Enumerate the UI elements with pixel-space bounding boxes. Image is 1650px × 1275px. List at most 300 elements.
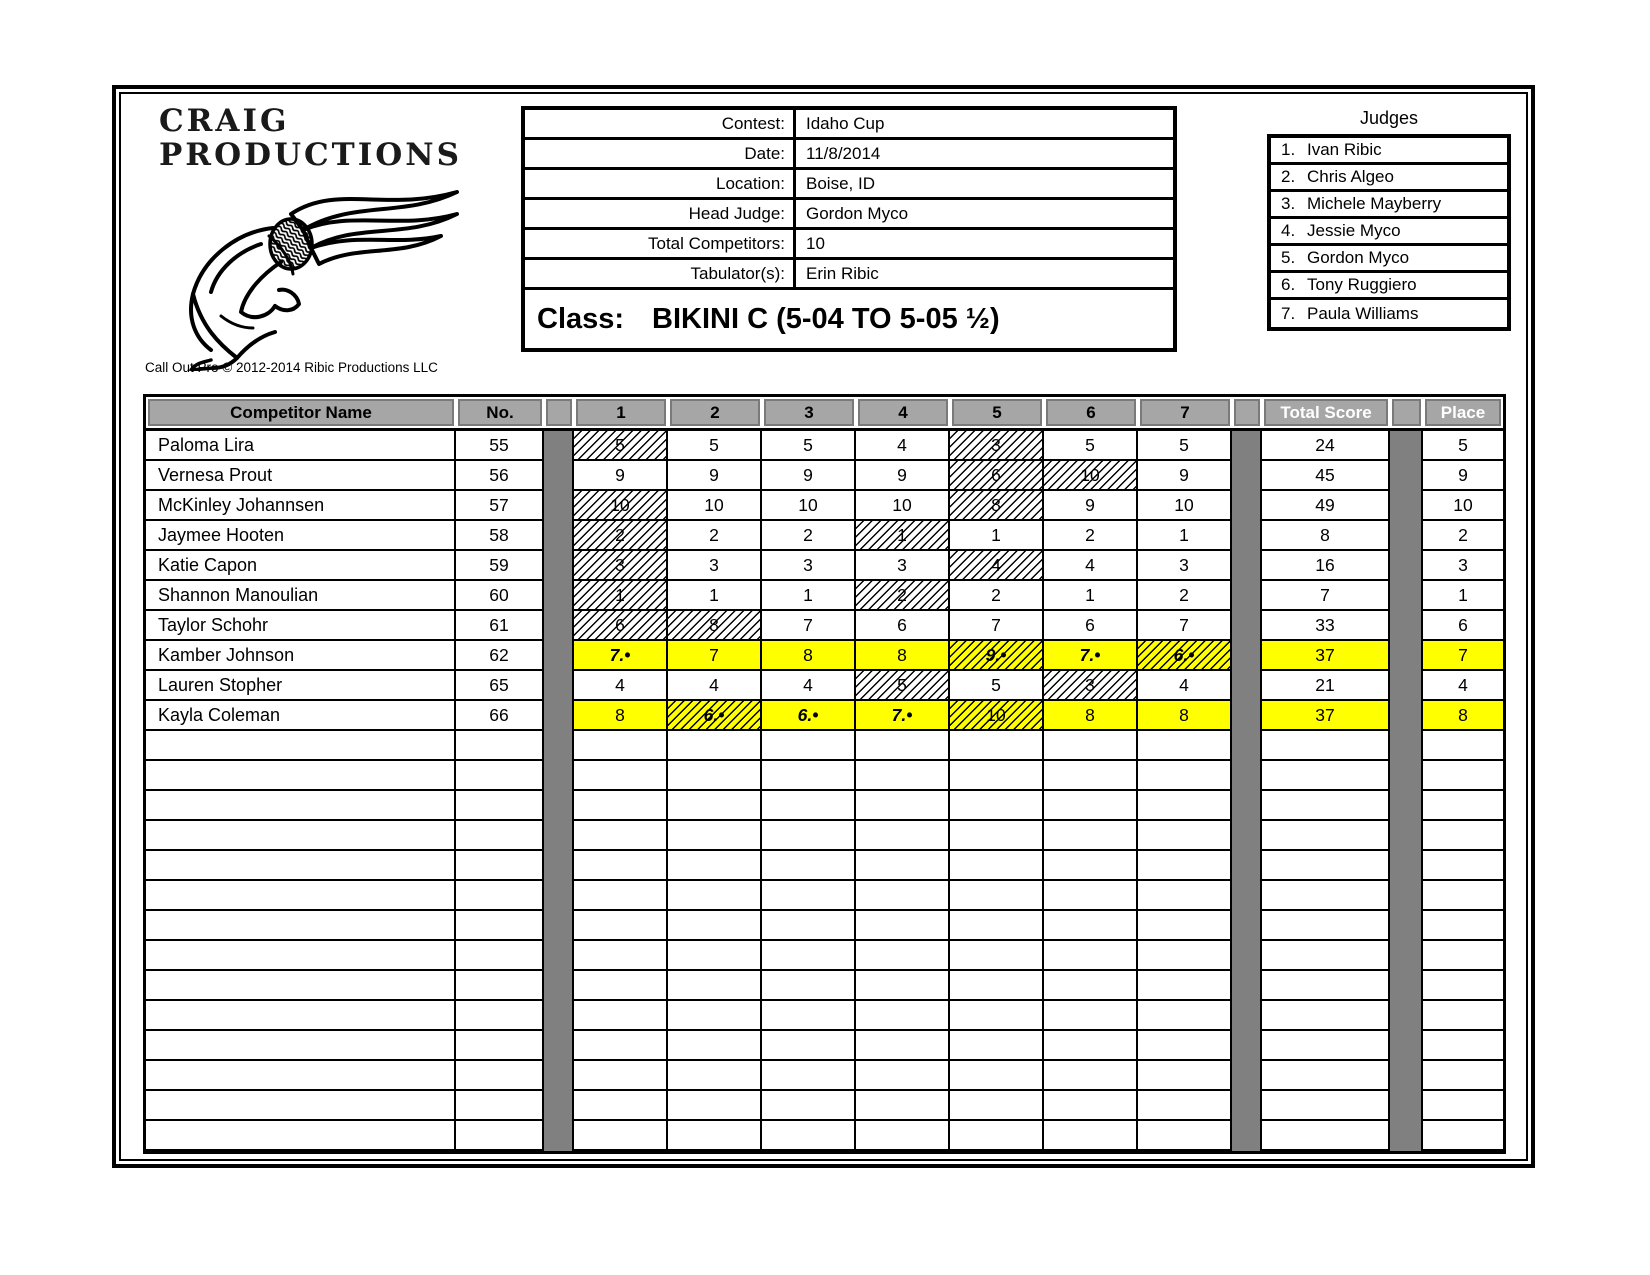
separator-bar-2 xyxy=(1232,431,1262,461)
score-cell-judge-1: 8 xyxy=(574,701,668,731)
score-cell-judge-5: 3 xyxy=(950,431,1044,461)
competitor-name-cell-empty xyxy=(146,791,456,821)
separator-bar-2 xyxy=(1232,791,1262,821)
judges-list xyxy=(1267,134,1511,331)
score-cell-empty xyxy=(762,971,856,1001)
place-cell: 1 xyxy=(1423,581,1503,611)
place-cell-empty xyxy=(1423,1001,1503,1031)
total-competitors-label: Total Competitors: xyxy=(648,233,785,253)
place-cell-empty xyxy=(1423,761,1503,791)
judge-name: Tony Ruggiero xyxy=(1307,275,1417,294)
score-table xyxy=(143,394,1506,1154)
separator-bar-2 xyxy=(1232,641,1262,671)
separator-bar-1 xyxy=(544,731,574,761)
separator-bar-2 xyxy=(1232,581,1262,611)
score-cell-judge-4: 9 xyxy=(856,461,950,491)
header-judge-3: 3 xyxy=(764,399,854,426)
info-row-tabulator xyxy=(525,260,1173,290)
competitor-no-cell: 65 xyxy=(456,671,544,701)
score-cell-empty xyxy=(856,761,950,791)
score-cell-empty xyxy=(668,881,762,911)
score-cell-empty xyxy=(856,1091,950,1121)
separator-bar-2 xyxy=(1232,611,1262,641)
score-cell-empty xyxy=(1138,911,1232,941)
copyright-text: Call Out Pro © 2012-2014 Ribic Productions LLC xyxy=(145,360,438,375)
score-cell-empty xyxy=(1138,851,1232,881)
separator-bar-2 xyxy=(1232,1121,1262,1151)
score-cell-empty xyxy=(1044,911,1138,941)
contest-info-box xyxy=(521,106,1177,352)
competitor-no-cell-empty xyxy=(456,791,544,821)
date-label: Date: xyxy=(744,143,785,163)
competitor-name-cell: Lauren Stopher xyxy=(146,671,456,701)
separator-bar-1 xyxy=(544,1031,574,1061)
separator-bar-3 xyxy=(1390,491,1423,521)
score-cell-empty xyxy=(668,1001,762,1031)
score-cell-empty xyxy=(856,881,950,911)
score-cell-judge-6: 4 xyxy=(1044,551,1138,581)
place-cell-empty xyxy=(1423,851,1503,881)
judge-row xyxy=(1271,192,1507,219)
score-cell-judge-5: 2 xyxy=(950,581,1044,611)
score-cell-judge-1: 3 xyxy=(574,551,668,581)
score-cell-judge-3: 8 xyxy=(762,641,856,671)
score-cell-judge-1: 5 xyxy=(574,431,668,461)
score-cell-judge-7: 9 xyxy=(1138,461,1232,491)
score-cell-judge-4: 4 xyxy=(856,431,950,461)
logo-line2: PRODUCTIONS xyxy=(159,137,462,174)
competitor-no-cell-empty xyxy=(456,731,544,761)
contest-label: Contest: xyxy=(721,113,785,133)
score-cell-judge-2: 10 xyxy=(668,491,762,521)
separator-bar-3 xyxy=(1390,851,1423,881)
place-cell: 4 xyxy=(1423,671,1503,701)
score-cell-empty xyxy=(762,761,856,791)
score-cell-judge-7: 3 xyxy=(1138,551,1232,581)
separator-bar-3 xyxy=(1390,911,1423,941)
competitor-no-cell: 57 xyxy=(456,491,544,521)
logo-line1: CRAIG xyxy=(159,103,290,139)
competitor-name-cell-empty xyxy=(146,1091,456,1121)
score-cell-empty xyxy=(1138,1001,1232,1031)
score-cell-empty xyxy=(1138,1121,1232,1151)
place-cell-empty xyxy=(1423,1091,1503,1121)
separator-bar-3 xyxy=(1390,881,1423,911)
score-cell-judge-7: 5 xyxy=(1138,431,1232,461)
total-score-cell: 24 xyxy=(1262,431,1390,461)
score-table-header xyxy=(146,397,1503,431)
tabulator-label: Tabulator(s): xyxy=(690,263,785,283)
competitor-no-cell: 59 xyxy=(456,551,544,581)
score-cell-empty xyxy=(856,791,950,821)
competitor-name-cell-empty xyxy=(146,731,456,761)
separator-bar-1 xyxy=(544,431,574,461)
score-cell-empty xyxy=(668,731,762,761)
score-cell-judge-7: 1 xyxy=(1138,521,1232,551)
score-cell-empty xyxy=(856,1061,950,1091)
separator-bar-2 xyxy=(1232,1001,1262,1031)
total-score-cell-empty xyxy=(1262,941,1390,971)
separator-bar-1 xyxy=(544,851,574,881)
score-cell-empty xyxy=(1044,1031,1138,1061)
competitor-name-cell: Paloma Lira xyxy=(146,431,456,461)
score-cell-empty xyxy=(574,1061,668,1091)
score-cell-judge-5: 4 xyxy=(950,551,1044,581)
competitor-no-cell-empty xyxy=(456,1031,544,1061)
place-cell: 10 xyxy=(1423,491,1503,521)
score-cell-judge-6: 8 xyxy=(1044,701,1138,731)
score-cell-judge-1: 7.• xyxy=(574,641,668,671)
score-cell-judge-1: 10 xyxy=(574,491,668,521)
score-cell-judge-3: 7 xyxy=(762,611,856,641)
judge-row xyxy=(1271,138,1507,165)
place-cell: 6 xyxy=(1423,611,1503,641)
separator-bar-3 xyxy=(1390,641,1423,671)
separator-bar-3 xyxy=(1390,821,1423,851)
separator-bar-2 xyxy=(1232,851,1262,881)
score-cell-empty xyxy=(574,881,668,911)
score-cell-judge-3: 2 xyxy=(762,521,856,551)
competitor-no-cell-empty xyxy=(456,971,544,1001)
score-cell-empty xyxy=(668,851,762,881)
total-score-cell: 16 xyxy=(1262,551,1390,581)
competitor-no-cell-empty xyxy=(456,761,544,791)
score-cell-empty xyxy=(856,1031,950,1061)
competitor-no-cell-empty xyxy=(456,851,544,881)
competitor-no-cell: 62 xyxy=(456,641,544,671)
competitor-name-cell: McKinley Johannsen xyxy=(146,491,456,521)
score-cell-judge-2: 5 xyxy=(668,431,762,461)
score-cell-judge-4: 2 xyxy=(856,581,950,611)
score-cell-empty xyxy=(1044,1091,1138,1121)
info-row-location xyxy=(525,170,1173,200)
score-cell-judge-2: 6.• xyxy=(668,701,762,731)
competitor-name-cell-empty xyxy=(146,881,456,911)
score-cell-empty xyxy=(762,731,856,761)
place-cell-empty xyxy=(1423,911,1503,941)
tabulator-value: Erin Ribic xyxy=(793,260,1173,287)
score-cell-empty xyxy=(762,851,856,881)
score-cell-judge-7: 7 xyxy=(1138,611,1232,641)
total-score-cell-empty xyxy=(1262,821,1390,851)
separator-bar-1 xyxy=(544,551,574,581)
score-cell-empty xyxy=(668,761,762,791)
page-frame xyxy=(112,85,1535,1168)
judge-row xyxy=(1271,219,1507,246)
score-cell-empty xyxy=(574,1091,668,1121)
score-cell-judge-5: 1 xyxy=(950,521,1044,551)
info-row-total-competitors xyxy=(525,230,1173,260)
separator-bar-3 xyxy=(1390,791,1423,821)
separator-bar-3 xyxy=(1390,941,1423,971)
head-judge-label: Head Judge: xyxy=(688,203,785,223)
score-cell-empty xyxy=(574,731,668,761)
competitor-name-cell-empty xyxy=(146,821,456,851)
location-value: Boise, ID xyxy=(793,170,1173,197)
score-cell-empty xyxy=(950,911,1044,941)
score-cell-empty xyxy=(668,971,762,1001)
score-cell-judge-3: 10 xyxy=(762,491,856,521)
score-cell-empty xyxy=(762,1091,856,1121)
separator-bar-2 xyxy=(1232,551,1262,581)
score-cell-judge-6: 2 xyxy=(1044,521,1138,551)
score-cell-empty xyxy=(574,791,668,821)
separator-bar-3 xyxy=(1390,581,1423,611)
separator-bar-3 xyxy=(1390,671,1423,701)
separator-bar-1 xyxy=(544,1001,574,1031)
separator-bar-3 xyxy=(1390,611,1423,641)
separator-bar-1 xyxy=(544,881,574,911)
score-cell-empty xyxy=(856,851,950,881)
separator-bar-2 xyxy=(1232,521,1262,551)
judge-number: 3. xyxy=(1281,194,1296,213)
bodybuilder-logo-art xyxy=(141,166,489,376)
separator-bar-2 xyxy=(1232,671,1262,701)
total-score-cell-empty xyxy=(1262,971,1390,1001)
separator-bar-1 xyxy=(544,1061,574,1091)
separator-bar-1 xyxy=(544,671,574,701)
score-cell-judge-4: 10 xyxy=(856,491,950,521)
score-cell-judge-6: 5 xyxy=(1044,431,1138,461)
score-cell-judge-3: 3 xyxy=(762,551,856,581)
score-cell-empty xyxy=(1044,761,1138,791)
date-value: 11/8/2014 xyxy=(793,140,1173,167)
judge-row xyxy=(1271,165,1507,192)
competitor-no-cell-empty xyxy=(456,911,544,941)
separator-bar-1 xyxy=(544,1121,574,1151)
score-cell-judge-4: 5 xyxy=(856,671,950,701)
place-cell-empty xyxy=(1423,731,1503,761)
score-cell-empty xyxy=(1138,1091,1232,1121)
score-cell-empty xyxy=(762,1121,856,1151)
total-score-cell-empty xyxy=(1262,851,1390,881)
separator-bar-3 xyxy=(1390,1091,1423,1121)
place-cell-empty xyxy=(1423,821,1503,851)
separator-bar-1 xyxy=(544,701,574,731)
total-score-cell: 37 xyxy=(1262,701,1390,731)
score-cell-judge-1: 6 xyxy=(574,611,668,641)
score-cell-empty xyxy=(1044,1061,1138,1091)
competitor-name-cell-empty xyxy=(146,941,456,971)
competitor-no-cell: 58 xyxy=(456,521,544,551)
score-cell-judge-4: 3 xyxy=(856,551,950,581)
score-cell-empty xyxy=(950,821,1044,851)
judge-name: Chris Algeo xyxy=(1307,167,1394,186)
separator-bar-2 xyxy=(1232,761,1262,791)
total-score-cell-empty xyxy=(1262,791,1390,821)
competitor-name-cell: Shannon Manoulian xyxy=(146,581,456,611)
judge-number: 4. xyxy=(1281,221,1296,240)
score-cell-empty xyxy=(1044,731,1138,761)
score-cell-judge-1: 9 xyxy=(574,461,668,491)
place-cell-empty xyxy=(1423,791,1503,821)
score-cell-empty xyxy=(1044,1001,1138,1031)
score-cell-empty xyxy=(950,941,1044,971)
competitor-no-cell: 61 xyxy=(456,611,544,641)
judges-title: Judges xyxy=(1359,108,1419,128)
separator-bar-2 xyxy=(1232,971,1262,1001)
score-cell-judge-3: 9 xyxy=(762,461,856,491)
score-table-body xyxy=(146,431,1503,1151)
score-cell-empty xyxy=(1138,971,1232,1001)
place-cell: 5 xyxy=(1423,431,1503,461)
score-cell-empty xyxy=(1044,971,1138,1001)
total-score-cell: 49 xyxy=(1262,491,1390,521)
score-cell-empty xyxy=(1044,881,1138,911)
judge-number: 6. xyxy=(1281,275,1296,294)
place-cell: 8 xyxy=(1423,701,1503,731)
competitor-no-cell-empty xyxy=(456,881,544,911)
competitor-name-cell-empty xyxy=(146,761,456,791)
score-cell-judge-5: 6 xyxy=(950,461,1044,491)
total-score-cell-empty xyxy=(1262,1061,1390,1091)
score-cell-judge-4: 7.• xyxy=(856,701,950,731)
total-score-cell-empty xyxy=(1262,1091,1390,1121)
score-cell-judge-5: 7 xyxy=(950,611,1044,641)
score-cell-judge-2: 8 xyxy=(668,611,762,641)
judges-panel xyxy=(1267,108,1511,331)
score-cell-empty xyxy=(950,851,1044,881)
competitor-name-cell: Katie Capon xyxy=(146,551,456,581)
total-score-cell-empty xyxy=(1262,1001,1390,1031)
score-cell-empty xyxy=(950,881,1044,911)
score-cell-judge-2: 1 xyxy=(668,581,762,611)
total-score-cell: 45 xyxy=(1262,461,1390,491)
score-cell-empty xyxy=(762,941,856,971)
separator-bar-2 xyxy=(1232,731,1262,761)
competitor-no-cell: 55 xyxy=(456,431,544,461)
info-row-contest xyxy=(525,110,1173,140)
total-score-cell: 33 xyxy=(1262,611,1390,641)
separator-bar-1 xyxy=(544,581,574,611)
separator-bar-3 xyxy=(1390,971,1423,1001)
total-score-cell-empty xyxy=(1262,911,1390,941)
separator-bar-3 xyxy=(1390,431,1423,461)
header-judge-6: 6 xyxy=(1046,399,1136,426)
score-cell-empty xyxy=(950,1121,1044,1151)
separator-bar-2 xyxy=(1232,461,1262,491)
score-cell-empty xyxy=(950,1031,1044,1061)
score-cell-judge-1: 1 xyxy=(574,581,668,611)
judge-name: Gordon Myco xyxy=(1307,248,1410,267)
score-cell-judge-3: 4 xyxy=(762,671,856,701)
score-cell-judge-1: 4 xyxy=(574,671,668,701)
judge-name: Paula Williams xyxy=(1307,303,1419,323)
competitor-no-cell: 60 xyxy=(456,581,544,611)
score-cell-empty xyxy=(668,911,762,941)
separator-bar-3 xyxy=(1390,1121,1423,1151)
total-score-cell-empty xyxy=(1262,881,1390,911)
judge-name: Jessie Myco xyxy=(1307,221,1401,240)
class-label: Class: xyxy=(537,302,625,335)
score-cell-empty xyxy=(1138,791,1232,821)
header-no: No. xyxy=(458,399,542,426)
score-cell-empty xyxy=(1138,881,1232,911)
place-cell: 3 xyxy=(1423,551,1503,581)
separator-bar-2 xyxy=(1232,701,1262,731)
score-cell-empty xyxy=(856,821,950,851)
separator-bar-2 xyxy=(1232,821,1262,851)
score-cell-judge-2: 7 xyxy=(668,641,762,671)
contest-value: Idaho Cup xyxy=(793,110,1173,137)
score-cell-empty xyxy=(668,1091,762,1121)
judge-number: 5. xyxy=(1281,248,1296,267)
header-separator-1 xyxy=(546,399,572,426)
total-competitors-value: 10 xyxy=(793,230,1173,257)
score-cell-judge-6: 1 xyxy=(1044,581,1138,611)
score-cell-empty xyxy=(668,941,762,971)
competitor-name-cell-empty xyxy=(146,971,456,1001)
score-cell-empty xyxy=(1044,1121,1138,1151)
score-cell-judge-2: 9 xyxy=(668,461,762,491)
score-cell-empty xyxy=(1138,941,1232,971)
score-cell-judge-5: 9.• xyxy=(950,641,1044,671)
score-cell-empty xyxy=(1138,1031,1232,1061)
judge-number: 7. xyxy=(1281,303,1296,323)
score-cell-judge-7: 4 xyxy=(1138,671,1232,701)
header-place: Place xyxy=(1425,399,1501,426)
judge-row xyxy=(1271,300,1507,327)
competitor-name-cell: Kayla Coleman xyxy=(146,701,456,731)
judge-name: Michele Mayberry xyxy=(1307,194,1442,213)
score-cell-empty xyxy=(574,1031,668,1061)
total-score-cell: 7 xyxy=(1262,581,1390,611)
separator-bar-2 xyxy=(1232,941,1262,971)
competitor-no-cell-empty xyxy=(456,941,544,971)
score-cell-empty xyxy=(856,1001,950,1031)
separator-bar-3 xyxy=(1390,1061,1423,1091)
score-cell-empty xyxy=(574,1121,668,1151)
competitor-no-cell: 56 xyxy=(456,461,544,491)
score-cell-empty xyxy=(762,1031,856,1061)
competitor-no-cell-empty xyxy=(456,1091,544,1121)
separator-bar-3 xyxy=(1390,731,1423,761)
separator-bar-3 xyxy=(1390,521,1423,551)
competitor-name-cell-empty xyxy=(146,1031,456,1061)
score-cell-empty xyxy=(950,791,1044,821)
score-cell-empty xyxy=(1044,791,1138,821)
score-cell-empty xyxy=(574,821,668,851)
separator-bar-1 xyxy=(544,461,574,491)
score-cell-judge-2: 3 xyxy=(668,551,762,581)
header-judge-5: 5 xyxy=(952,399,1042,426)
judge-row xyxy=(1271,246,1507,273)
score-cell-judge-3: 6.• xyxy=(762,701,856,731)
score-cell-empty xyxy=(762,821,856,851)
score-cell-empty xyxy=(950,1061,1044,1091)
score-cell-empty xyxy=(1044,821,1138,851)
score-cell-judge-3: 1 xyxy=(762,581,856,611)
separator-bar-1 xyxy=(544,791,574,821)
score-cell-judge-6: 6 xyxy=(1044,611,1138,641)
separator-bar-2 xyxy=(1232,1031,1262,1061)
score-cell-judge-7: 2 xyxy=(1138,581,1232,611)
place-cell-empty xyxy=(1423,1031,1503,1061)
score-cell-judge-5: 5 xyxy=(950,671,1044,701)
score-cell-empty xyxy=(1138,761,1232,791)
score-cell-empty xyxy=(762,881,856,911)
score-cell-empty xyxy=(574,941,668,971)
separator-bar-1 xyxy=(544,971,574,1001)
score-cell-empty xyxy=(574,1001,668,1031)
header-separator-2 xyxy=(1234,399,1260,426)
score-cell-empty xyxy=(762,1061,856,1091)
score-cell-empty xyxy=(574,911,668,941)
place-cell: 7 xyxy=(1423,641,1503,671)
separator-bar-1 xyxy=(544,911,574,941)
total-score-cell: 21 xyxy=(1262,671,1390,701)
score-cell-empty xyxy=(668,1121,762,1151)
